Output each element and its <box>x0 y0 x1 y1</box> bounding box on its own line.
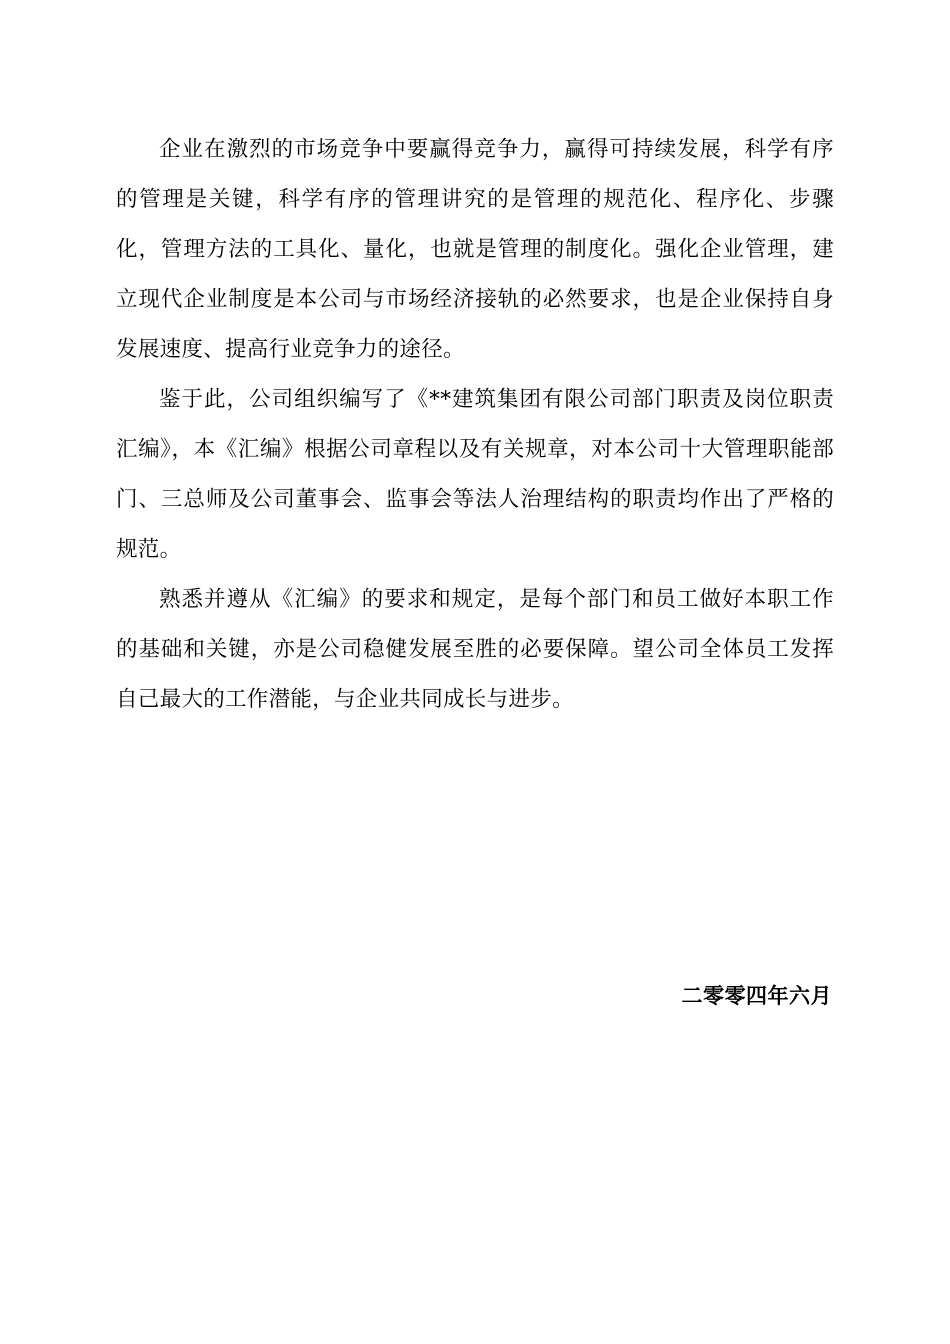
preface-body <box>116 125 834 725</box>
date-signature: 二零零四年六月 <box>681 983 832 1008</box>
paragraph-3: 熟悉并遵从《汇编》的要求和规定，是每个部门和员工做好本职工作的基础和关键，亦是公司稳健发展至胜的必要保障。望公司全体员工发挥自己最大的工作潜能，与企业共同成长与进步。 <box>116 587 834 712</box>
paragraph-2: 鉴于此，公司组织编写了《**建筑集团有限公司部门职责及岗位职责汇编》，本《汇编》根据公司章程以及有关规章，对本公司十大管理职能部门、三总师及公司董事会、监事会等法人治理结构的职责均作出了严格的规范。 <box>116 387 834 562</box>
paragraph-1: 企业在激烈的市场竞争中要赢得竞争力，赢得可持续发展，科学有序的管理是关键，科学有序的管理讲究的是管理的规范化、程序化、步骤化，管理方法的工具化、量化，也就是管理的制度化。强化企业管理，建立现代企业制度是本公司与市场经济接轨的必然要求，也是企业保持自身发展速度、提高行业竞争力的途径。 <box>116 137 834 362</box>
